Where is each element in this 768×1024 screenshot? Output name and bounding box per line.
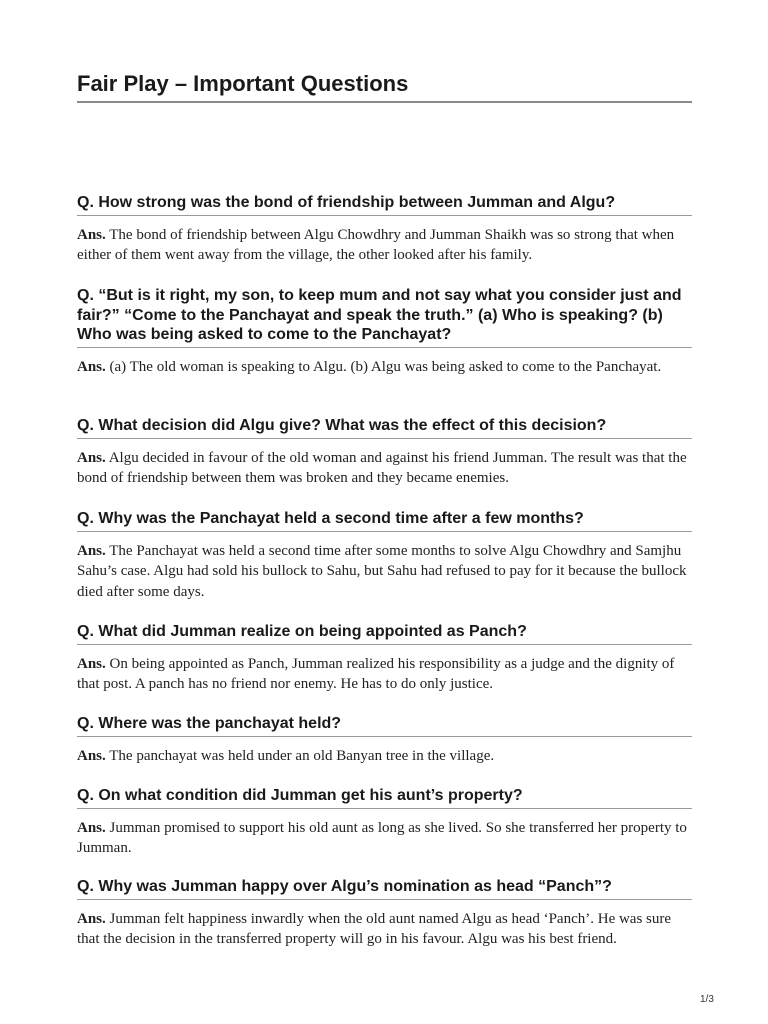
qa-item-8 <box>77 877 692 950</box>
answer-prefix: Ans. <box>77 358 106 375</box>
qa-item-2 <box>77 286 692 377</box>
qa-item-4 <box>77 509 692 602</box>
answer <box>77 818 692 859</box>
qa-item-5 <box>77 622 692 695</box>
answer-prefix: Ans. <box>77 747 106 764</box>
answer-prefix: Ans. <box>77 655 106 672</box>
question: Q. What did Jumman realize on being appointed as Panch? <box>77 622 692 645</box>
question: Q. How strong was the bond of friendship between Jumman and Algu? <box>77 193 692 216</box>
question: Q. Why was Jumman happy over Algu’s nomination as head “Panch”? <box>77 877 692 900</box>
answer-text: The Panchayat was held a second time after some months to solve Algu Chowdhry and Samjhu Sahu’s case. Algu had sold his bullock to Sahu, but Sahu had refused to pay for it because the bullock died after some days. <box>77 542 687 600</box>
answer <box>77 909 692 950</box>
answer <box>77 357 692 378</box>
answer-text: Jumman felt happiness inwardly when the old aunt named Algu as head ‘Panch’. He was sure that the decision in the transferred property will go in his favour. Algu was his best friend. <box>77 910 672 947</box>
question: Q. On what condition did Jumman get his aunt’s property? <box>77 786 692 809</box>
answer-prefix: Ans. <box>77 819 106 836</box>
answer <box>77 654 692 695</box>
answer-text: Jumman promised to support his old aunt as long as she lived. So she transferred her property to Jumman. <box>77 819 687 856</box>
answer-prefix: Ans. <box>77 226 106 243</box>
answer-text: The bond of friendship between Algu Chowdhry and Jumman Shaikh was so strong that when either of them went away from the village, the other looked after his family. <box>77 226 675 263</box>
answer-prefix: Ans. <box>77 449 106 466</box>
page-number: 1/3 <box>700 994 714 1005</box>
answer-text: (a) The old woman is speaking to Algu. (b) Algu was being asked to come to the Panchayat. <box>109 358 662 375</box>
answer-text: On being appointed as Panch, Jumman realized his responsibility as a judge and the dignity of that post. A panch has no friend nor enemy. He has to do only justice. <box>77 655 675 692</box>
answer-text: The panchayat was held under an old Banyan tree in the village. <box>109 747 495 764</box>
answer-prefix: Ans. <box>77 542 106 559</box>
question: Q. Where was the panchayat held? <box>77 714 692 737</box>
qa-item-6 <box>77 714 692 766</box>
question: Q. Why was the Panchayat held a second time after a few months? <box>77 509 692 532</box>
answer <box>77 225 692 266</box>
document-title: Fair Play – Important Questions <box>77 70 692 103</box>
question: Q. “But is it right, my son, to keep mum and not say what you consider just and fair?” “Come to the Panchayat and speak the truth.” (a) Who is speaking? (b) Who was being asked to come to the Panchayat? <box>77 286 692 348</box>
answer <box>77 448 692 489</box>
question: Q. What decision did Algu give? What was the effect of this decision? <box>77 416 692 439</box>
qa-item-7 <box>77 786 692 859</box>
answer <box>77 541 692 603</box>
qa-item-3 <box>77 416 692 489</box>
answer-text: Algu decided in favour of the old woman and against his friend Jumman. The result was that the bond of friendship between them was broken and they became enemies. <box>77 449 687 486</box>
answer-prefix: Ans. <box>77 910 106 927</box>
qa-item-1 <box>77 193 692 266</box>
answer <box>77 746 692 767</box>
